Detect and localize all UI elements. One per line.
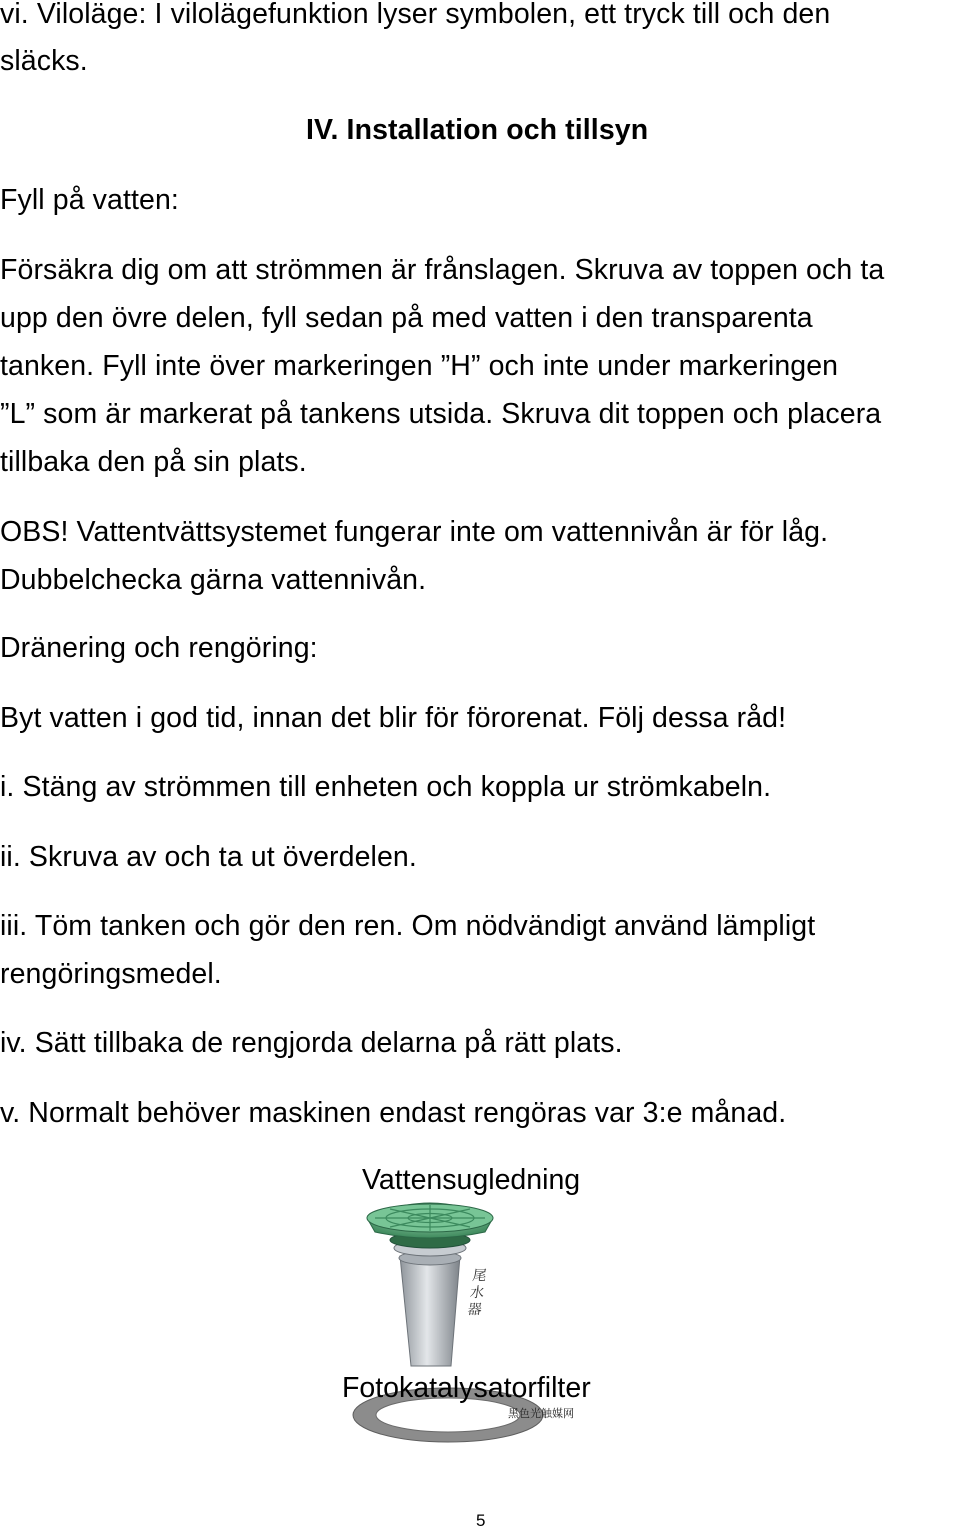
subheading: Fyll på vatten: (0, 184, 179, 216)
list-item: rengöringsmedel. (0, 958, 222, 990)
subheading: Dränering och rengöring: (0, 632, 318, 664)
text-line: ”L” som är markerat på tankens utsida. Skruva dit toppen och placera (0, 398, 882, 430)
text-line: tanken. Fyll inte över markeringen ”H” och inte under markeringen (0, 350, 839, 382)
list-item: iv. Sätt tillbaka de rengjorda delarna på rätt plats. (0, 1027, 623, 1059)
text-line: släcks. (0, 45, 88, 77)
list-item: i. Stäng av strömmen till enheten och koppla ur strömkabeln. (0, 771, 772, 803)
text-line: tillbaka den på sin plats. (0, 446, 307, 478)
page-number: 5 (476, 1511, 486, 1530)
figure-caption: Vattensugledning (362, 1164, 581, 1196)
figure-caption: Fotokatalysatorfilter (342, 1372, 591, 1404)
warning-text: OBS! Vattentvättsystemet fungerar inte om vattennivån är för låg. (0, 516, 829, 548)
text-line: Byt vatten i god tid, innan det blir för förorenat. Följ dessa råd! (0, 702, 787, 734)
list-item: ii. Skruva av och ta ut överdelen. (0, 841, 417, 873)
text-line: Försäkra dig om att strömmen är frånslagen. Skruva av toppen och ta (0, 254, 885, 286)
list-item: v. Normalt behöver maskinen endast rengöras var 3:e månad. (0, 1097, 787, 1129)
warning-text: Dubbelchecka gärna vattennivån. (0, 564, 427, 596)
tube-label: 尾水器 (466, 1268, 488, 1318)
text-line: vi. Viloläge: I vilolägefunktion lyser symbolen, ett tryck till och den (0, 0, 831, 30)
text-line: upp den övre delen, fyll sedan på med vatten i den transparenta (0, 302, 813, 334)
list-item: iii. Töm tanken och gör den ren. Om nödvändigt använd lämpligt (0, 910, 816, 942)
ring-label: 黑色光触媒网 (508, 1407, 574, 1420)
section-heading: IV. Installation och tillsyn (306, 114, 649, 146)
